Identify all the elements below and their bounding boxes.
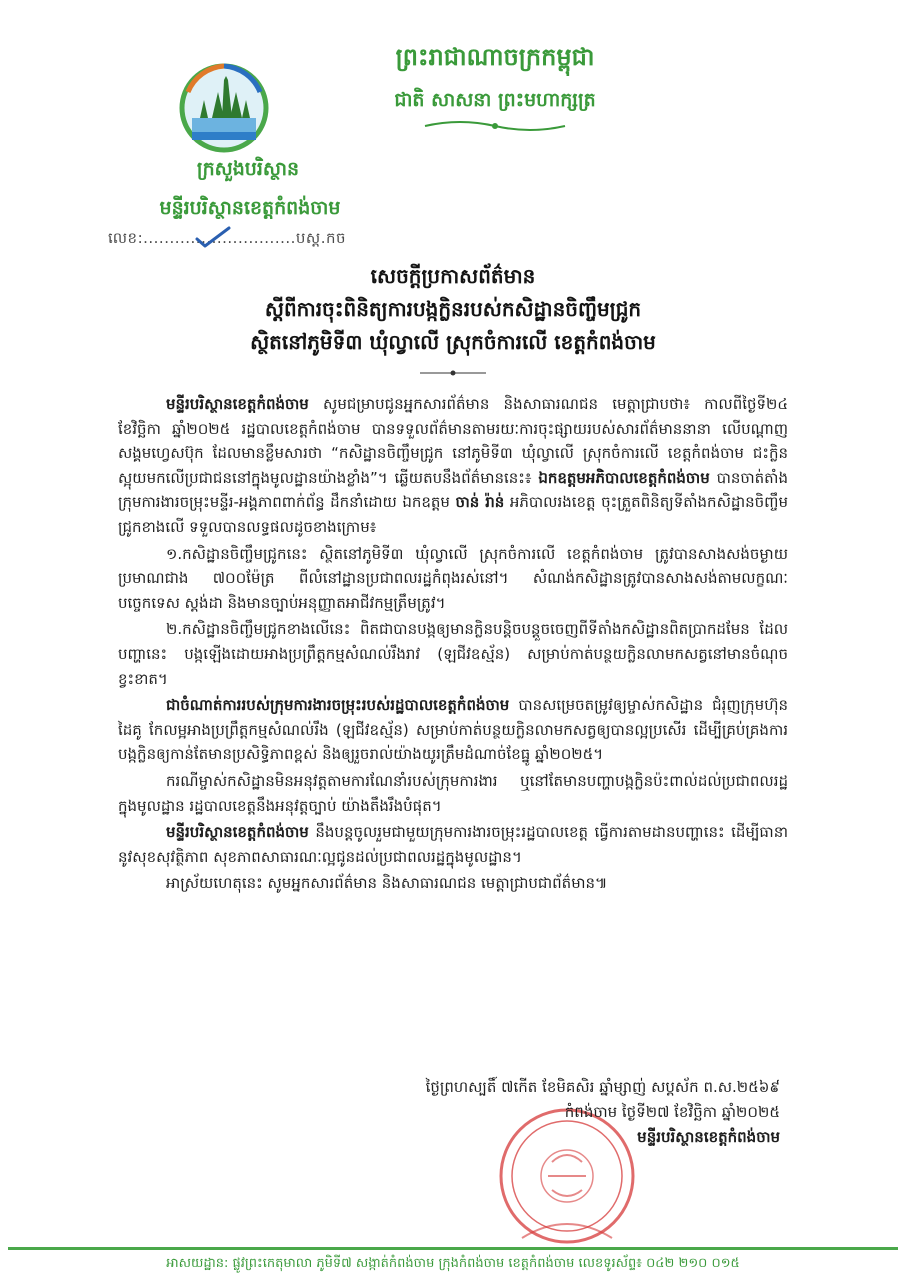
signer-name: មន្ទីរបរិស្ថានខេត្តកំពង់ចាម [637,1128,780,1146]
department-name-inline: មន្ទីរបរិស្ថានខេត្តកំពង់ចាម [166,395,309,413]
paragraph-action: ជាចំណាត់ការរបស់ក្រុមការងារចម្រុះរបស់រដ្ឋបាលខេត្តកំពង់ចាម បានសម្រេចតម្រូវឲ្យម្ចាស់កសិដ្ឋាន ជំរុញក្រុមហ៊ុនដៃគូ កែលម្អអាងប្រព្រឹត្តកម្មសំណល់រឹង (ឡជីវឧស្ម័ន) សម្រាប់កាត់បន្ថយក្លិនលាមកសត្វឲ្យបានល្អប្រសើរ ដើម្បីគ្រប់គ្រងការបង្កក្លិនឲ្យកាន់តែមានប្រសិទ្ធិភាពខ្ពស់ និងឲ្យរួចរាល់យ៉ាងយូរត្រឹមដំណាច់ខែធ្នូ ឆ្នាំ២០២៥។ [118,696,788,764]
lunar-date: ថ្ងៃព្រហស្បតិ៍ ៧កើត ខែមិគសិរ ឆ្នាំម្សាញ់ សប្តស័ក ព.ស.២៥៦៩ [425,1078,780,1096]
paragraph-followup: មន្ទីរបរិស្ថានខេត្តកំពង់ចាម នឹងបន្តចូលរួមជាមួយក្រុមការងារចម្រុះរដ្ឋបាលខេត្ត ធ្វើការតាមដានបញ្ហានេះ ដើម្បីធានានូវសុខសុវត្ថិភាព សុខភាពសាធារណៈល្អជូនដល់ប្រជាពលរដ្ឋក្នុងមូលដ្ឋាន។ [118,823,788,866]
ministry-name: ក្រសួងបរិស្ថាន [196,158,300,180]
title-line-2: ស្តីពីការចុះពិនិត្យការបង្កក្លិនរបស់កសិដ្ឋានចិញ្ចឹមជ្រូក [264,297,642,321]
department-name-inline-2: មន្ទីរបរិស្ថានខេត្តកំពង់ចាម [166,823,309,842]
title-divider [420,368,486,378]
title-line-1: សេចក្តីប្រកាសព័ត៌មាន [370,264,536,288]
kingdom-heading: ព្រះរាជាណាចក្រកម្ពុជា [395,42,595,71]
paragraph-enforcement: ករណីម្ចាស់កសិដ្ឋានមិនអនុវត្តតាមការណែនាំរបស់ក្រុមការងារ ឬនៅតែមានបញ្ហាបង្កក្លិនប៉ះពាល់ដល់ប្រជាពលរដ្ឋក្នុងមូលដ្ឋាន រដ្ឋបាលខេត្តនឹងអនុវត្តច្បាប់ យ៉ាងតឹងរឹងបំផុត។ [118,771,788,815]
deputy-governor-name: ចាន់ រ៉ាន់ [455,493,505,512]
action-heading: ជាចំណាត់ការរបស់ក្រុមការងារចម្រុះរបស់រដ្ឋបាលខេត្តកំពង់ចាម [166,696,510,715]
motto-flourish [420,118,570,134]
footer-address: អាសយដ្ឋាន: ផ្លូវព្រះកេតុមាលា ភូមិទី៧ សង្កាត់កំពង់ចាម ក្រុងកំពង់ចាម ខេត្តកំពង់ចាម លេខទូរស័ព្ទ៖ ០៤២ ២១០ ០១៥ [166,1256,740,1271]
issue-date: កំពង់ចាម ថ្ងៃទី២៧ ខែវិច្ឆិកា ឆ្នាំ២០២៥ [564,1103,780,1121]
finding-2: ២.កសិដ្ឋានចិញ្ចឹមជ្រូកខាងលើនេះ ពិតជាបានបង្កឲ្យមានក្លិនបន្តិចបន្តួចចេញពីទីតាំងកសិដ្ឋានពិតប្រាកដមែន ដែលបញ្ហានេះ បង្កឡើងដោយអាងប្រព្រឹត្តកម្មសំណល់រឹងរាវ (ឡជីវឧស្ម័ន) សម្រាប់កាត់បន្ថយក្លិនលាមកសត្វនៅមានចំណុចខ្វះខាត។ [118,620,788,688]
footer-divider [8,1247,898,1250]
checkmark-icon [193,225,233,249]
signature-block [380,1075,780,1150]
finding-1: ១.កសិដ្ឋានចិញ្ចឹមជ្រូកនេះ ស្ថិតនៅភូមិទី៣ ឃុំល្វាលើ ស្រុកចំការលើ ខេត្តកំពង់ចាម ត្រូវបានសាងសង់ចម្ងាយប្រមាណជាង ៧០០ម៉ែត្រ ពីលំនៅដ្ឋានប្រជាពលរដ្ឋកំពុងរស់នៅ។ សំណង់កសិដ្ឋានត្រូវបានសាងសង់តាមលក្ខណៈបច្ចេកទេស ស្តង់ដា និងមានច្បាប់អនុញ្ញាតអាជីវកម្មត្រឹមត្រូវ។ [118,544,788,612]
reference-number: លេខ:.............................បស្ត.កច [108,229,347,247]
paragraph-closing: អាស្រ័យហេតុនេះ សូមអ្នកសារព័ត៌មាន និងសាធារណជន មេត្តាជ្រាបជាព័ត៌មាន៕ [166,874,608,893]
paragraph-intro: មន្ទីរបរិស្ថានខេត្តកំពង់ចាម សូមជម្រាបជូនអ្នកសារព័ត៌មាន និងសាធារណជន មេត្តាជ្រាបថា៖ កាលពីថ្ងៃទី២៤ ខែវិច្ឆិកា ឆ្នាំ២០២៥ រដ្ឋបាលខេត្តកំពង់ចាម បានទទួលព័ត៌មានតាមរយៈការចុះផ្សាយរបស់សារព័ត៌មាននានា លើបណ្តាញសង្គមហ្វេសប៊ុក ដែលមានខ្លឹមសារថា “កសិដ្ឋានចិញ្ចឹមជ្រូក នៅភូមិទី៣ ឃុំល្វាលើ ស្រុកចំការលើ ខេត្តកំពង់ចាម ជះក្លិនស្អុយមកលើប្រជាជននៅក្នុងមូលដ្ឋានយ៉ាងខ្លាំង”។ ឆ្លើយតបនឹងព័ត៌មាននេះ៖ ឯកឧត្តមអភិបាលខេត្តកំពង់ចាម បានចាត់តាំងក្រុមការងារចម្រុះមន្ទីរ-អង្គភាពពាក់ព័ន្ធ ដឹកនាំដោយ ឯកឧត្តម ចាន់ រ៉ាន់ អភិបាលរងខេត្ត ចុះត្រួតពិនិត្យទីតាំងកសិដ្ឋានចិញ្ចឹមជ្រូកខាងលើ ទទួលបានលទ្ធផលដូចខាងក្រោម៖ [118,395,788,536]
announcement-title [120,260,786,359]
ministry-logo-emblem [178,62,270,154]
national-motto: ជាតិ សាសនា ព្រះមហាក្សត្រ [394,89,596,111]
governor-title: ឯកឧត្តមអភិបាលខេត្តកំពង់ចាម [538,468,710,487]
announcement-body [118,392,788,898]
title-line-3: ស្ថិតនៅភូមិទី៣ ឃុំល្វាលើ ស្រុកចំការលើ ខេត្តកំពង់ចាម [250,330,656,354]
department-name: មន្ទីរបរិស្ថានខេត្តកំពង់ចាម [159,197,341,219]
